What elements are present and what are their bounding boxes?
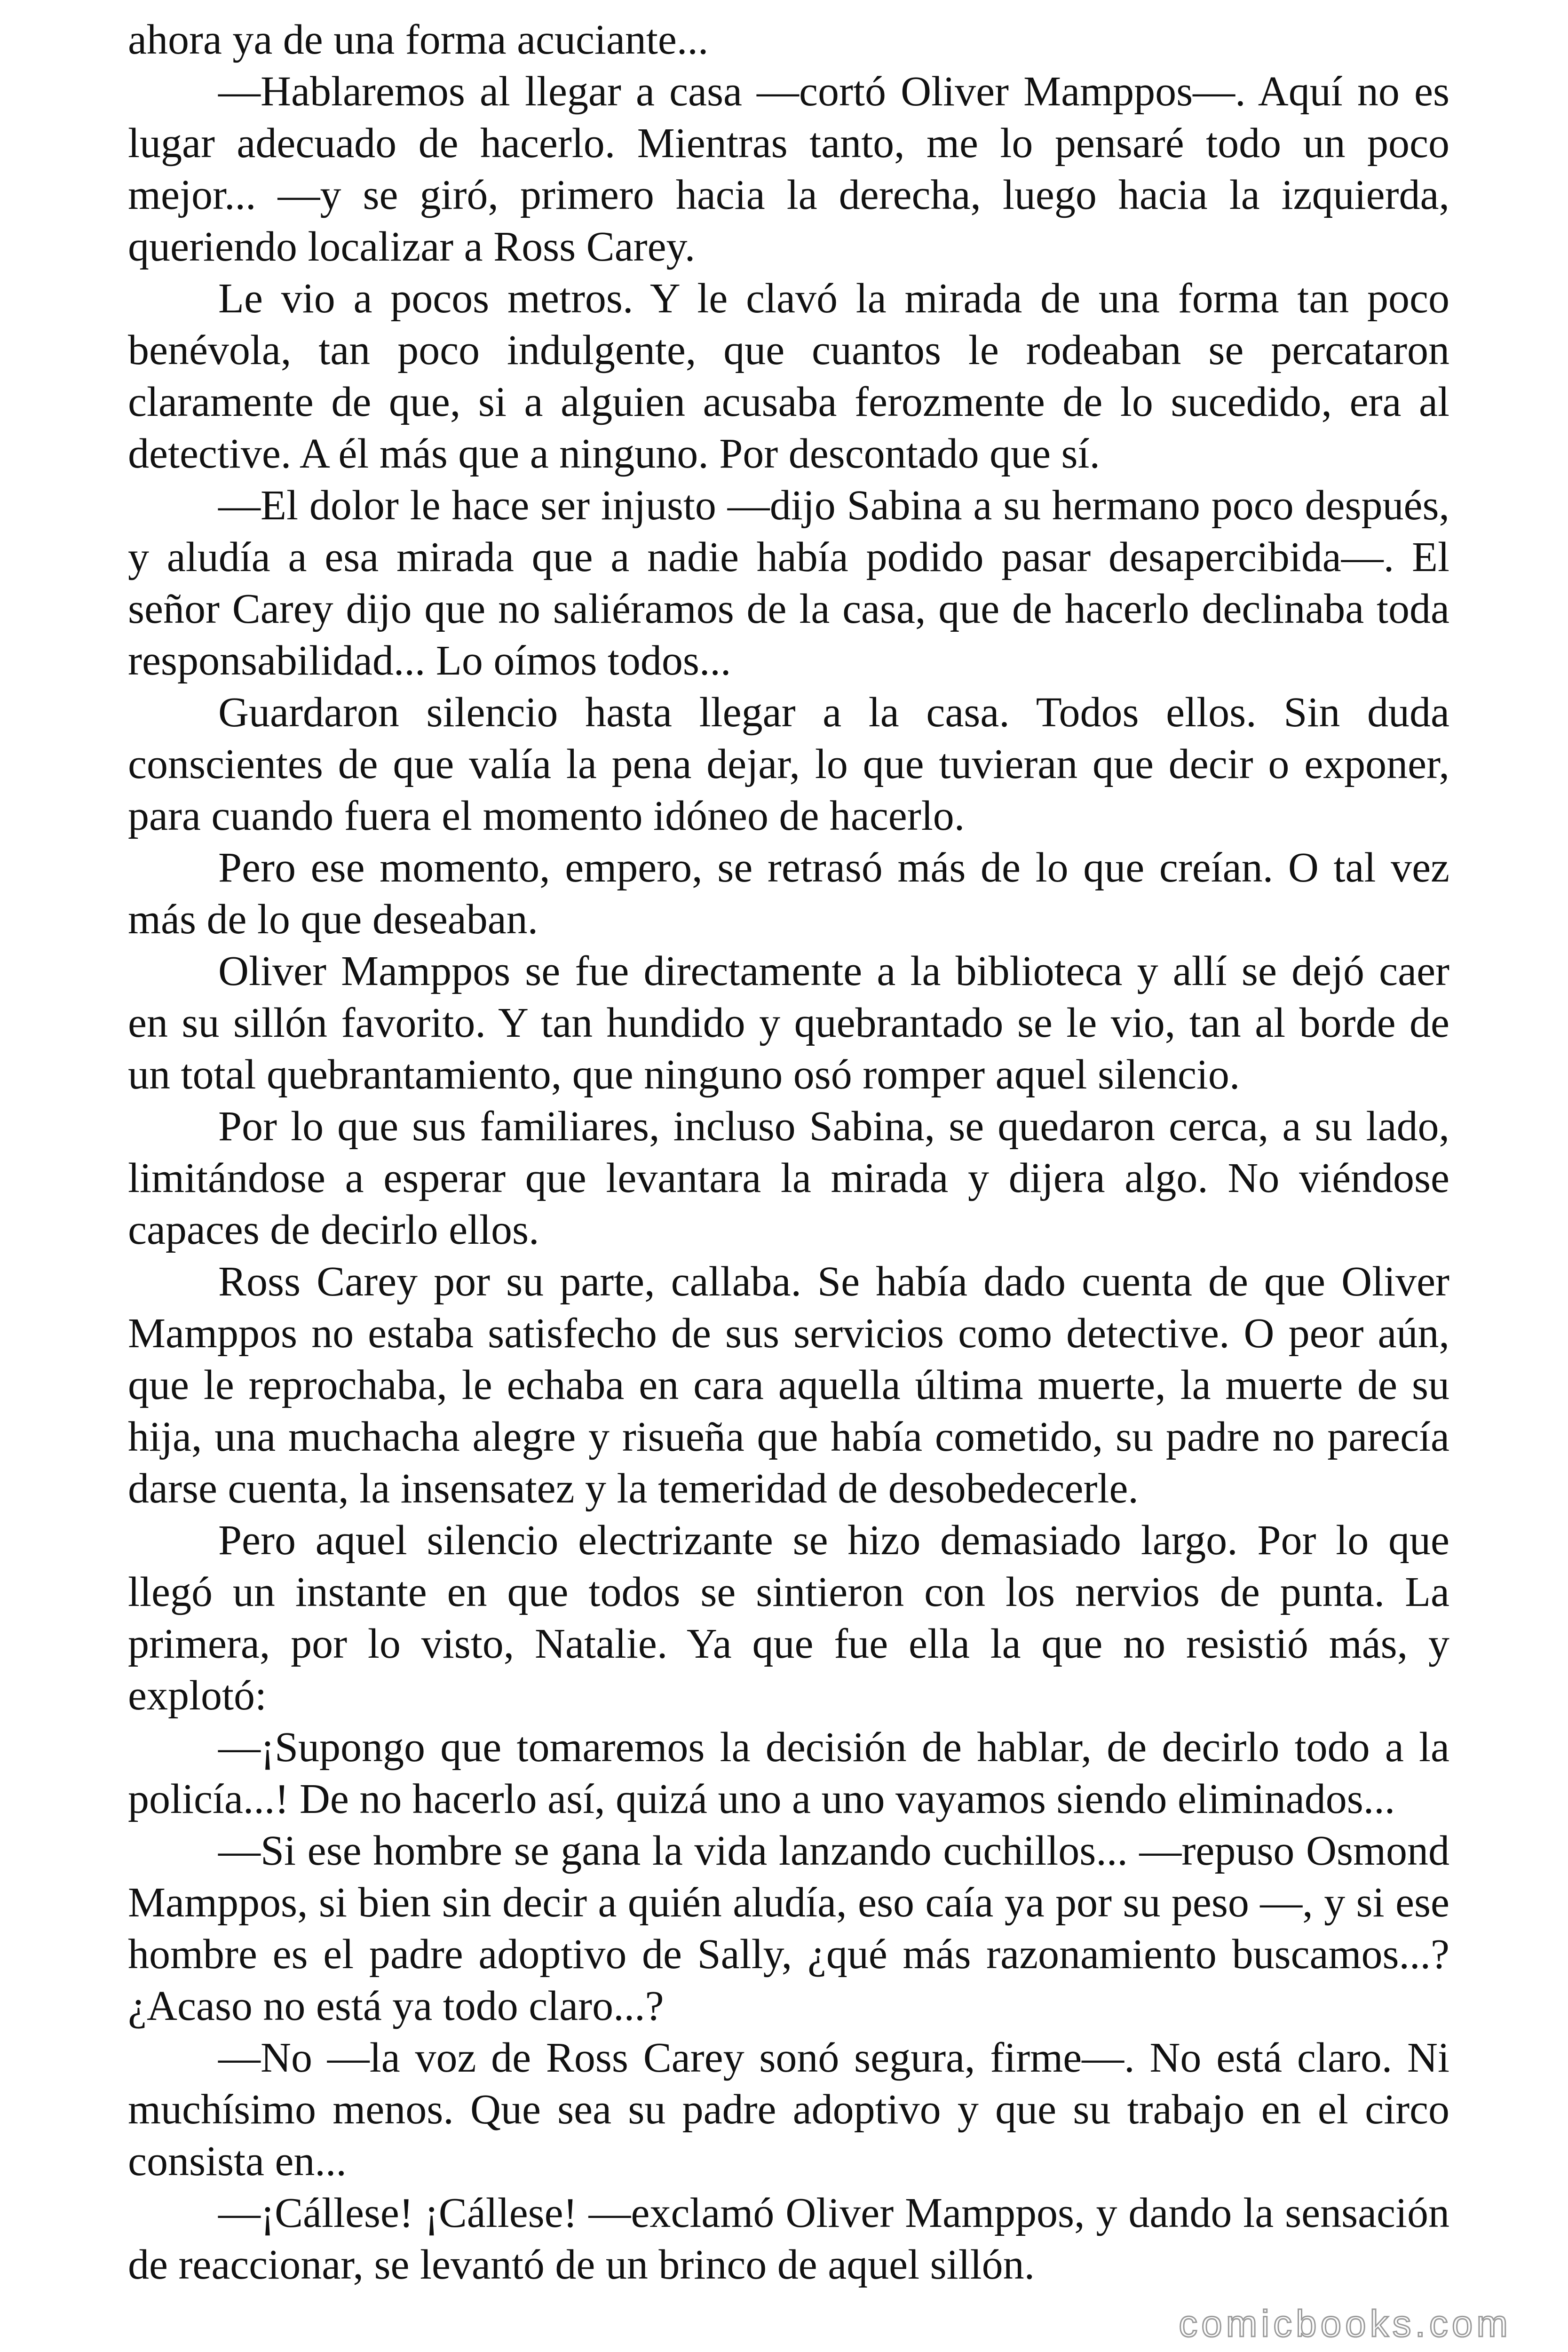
paragraph: —¡Supongo que tomaremos la decisión de hablar, de decirlo todo a la policía...! De no hacerlo así, quizá uno a uno vayamos siendo eliminados...: [128, 1724, 1449, 1822]
paragraph: —El dolor le hace ser injusto —dijo Sabina a su hermano poco después, y aludía a esa mirada que a nadie había podido pasar desapercibida—. El señor Carey dijo que no saliéramos de la casa, que de hacerlo declinaba toda responsabilidad... Lo oímos todos...: [128, 482, 1449, 684]
paragraph: Pero ese momento, empero, se retrasó más de lo que creían. O tal vez más de lo que deseaban.: [128, 844, 1449, 943]
paragraph: Ross Carey por su parte, callaba. Se había dado cuenta de que Oliver Mamppos no estaba satisfecho de sus servicios como detective. O peor aún, que le reprochaba, le echaba en cara aquella última muerte, la muerte de su hija, una muchacha alegre y risueña que había cometido, su padre no parecía darse cuenta, la insensatez y la temeridad de desobedecerle.: [128, 1258, 1449, 1512]
watermark: comicbooks.com: [1179, 2303, 1512, 2344]
paragraph: —No —la voz de Ross Carey sonó segura, firme—. No está claro. Ni muchísimo menos. Que sea su padre adoptivo y que su trabajo en el circo consista en...: [128, 2034, 1449, 2185]
paragraph: Le vio a pocos metros. Y le clavó la mirada de una forma tan poco benévola, tan poco indulgente, que cuantos le rodeaban se percataron claramente de que, si a alguien acusaba ferozmente de lo sucedido, era al detective. A él más que a ninguno. Por descontado que sí.: [128, 275, 1449, 477]
paragraph: —¡Cállese! ¡Cállese! —exclamó Oliver Mamppos, y dando la sensación de reaccionar, se levantó de un brinco de aquel sillón.: [128, 2190, 1449, 2288]
paragraph: —Hablaremos al llegar a casa —cortó Oliver Mamppos—. Aquí no es lugar adecuado de hacerlo. Mientras tanto, me lo pensaré todo un poco mejor... —y se giró, primero hacia la derecha, luego hacia la izquierda, queriendo localizar a Ross Carey.: [128, 68, 1449, 270]
paragraph: Por lo que sus familiares, incluso Sabina, se quedaron cerca, a su lado, limitándose a esperar que levantara la mirada y dijera algo. No viéndose capaces de decirlo ellos.: [128, 1103, 1449, 1253]
book-page: [128, 14, 1449, 2319]
paragraph: Guardaron silencio hasta llegar a la casa. Todos ellos. Sin duda conscientes de que valía la pena dejar, lo que tuvieran que decir o exponer, para cuando fuera el momento idóneo de hacerlo.: [128, 689, 1449, 839]
paragraph: Pero aquel silencio electrizante se hizo demasiado largo. Por lo que llegó un instante en que todos se sintieron con los nervios de punta. La primera, por lo visto, Natalie. Ya que fue ella la que no resistió más, y explotó:: [128, 1517, 1449, 1719]
paragraph-continuation: ahora ya de una forma acuciante...: [128, 16, 709, 63]
paragraph: Oliver Mamppos se fue directamente a la biblioteca y allí se dejó caer en su sillón favorito. Y tan hundido y quebrantado se le vio, tan al borde de un total quebrantamiento, que ninguno osó romper aquel silencio.: [128, 948, 1449, 1098]
paragraph: —Si ese hombre se gana la vida lanzando cuchillos... —repuso Osmond Mamppos, si bien sin decir a quién aludía, eso caía ya por su peso —, y si ese hombre es el padre adoptivo de Sally, ¿qué más razonamiento buscamos...? ¿Acaso no está ya todo claro...?: [128, 1828, 1449, 2029]
